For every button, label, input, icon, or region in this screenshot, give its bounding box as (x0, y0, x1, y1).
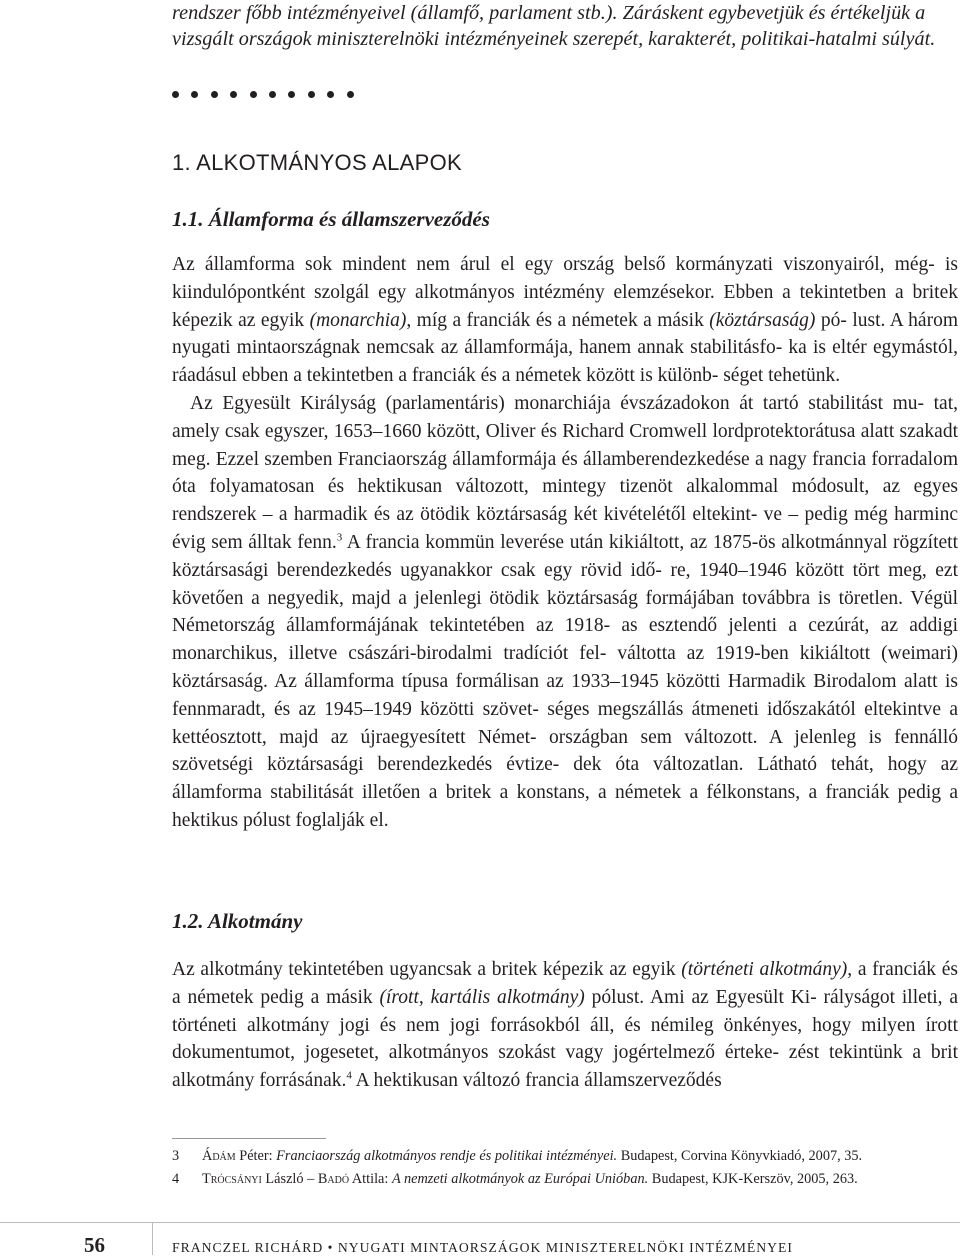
dot-separator (172, 91, 354, 98)
paragraph: Az alkotmány tekintetében ugyancsak a britek képezik az egyik (történeti alkotmány), a franciák és a németek pedig a másik (írott, kartális alkotmány) pólust. Ami az Egyesült Ki- rályságot illeti, a történeti alkotmány jogi és nem jogi forrásokból áll, és némileg önkényes, hogy milyen írott dokumentumot, jogesetet, alkotmányos szokást vagy jogértelmező érteke- zést tekintünk a brit alkotmány forrásának.$^4$ A hektikusan változó francia államszerveződés (172, 959, 959, 1092)
footnote-ref[interactable]: 3 (336, 531, 343, 544)
section-title-1-2: 1.2. Alkotmány (172, 909, 303, 933)
footnote-3: 3 Ádám Péter: Franciaország alkotmányos rendje és politikai intézményei. Budapest, Corvina Könyvkiadó, 2007, 35. (172, 1148, 863, 1164)
intro-line-1: rendszer főbb intézményeivel (államfő, parlament stb.). Záráskent egybevetjük és értékeljük a (172, 2, 926, 24)
section-1-2-body (172, 956, 958, 1095)
paragraph: Az Egyesült Királyság (parlamentáris) monarchiája évszázadokon át tartó stabilitást mu- tat, amely csak egyszer, 1653–1660 között, Oliver és Richard Cromwell lordprotektorátusa alatt szakadt meg. Ezzel szemben Franciaország államformája és államberendezkedése a nagy francia forradalom óta folyamatosan és hektikusan változott, mintegy tizenöt alkalommal módosult, az egyes rendszerek – a harmadik és az ötödik köztársaság két kivételétől eltekint- ve – pedig még harminc évig sem álltak fenn.$^3$ A francia kommün leverése után kikiáltott, az 1875-ös alkotmánnyal rögzített köztársasági berendezkedés ugyanakkor csak egy rövid idő- re, 1940–1946 között tört meg, ezt követően a negyedik, majd a jelenlegi ötödik köztársaság formájában továbbra is töretlen. Végül Németország államformájának tekintetében az 1918- as esztendő jelenti a cezúrát, az addigi monarchikus, illetve császári-birodalmi tradíciót fel- váltotta az 1919-ben kikiáltott (weimari) köztársaság. Az államforma típusa formálisan az 1933–1945 közötti Harmadik Birodalom alatt is fennmaradt, és az 1945–1949 közötti szövet- séges megszállás átmeneti időszakától eltekintve a kettéosztott, majd az újraegyesített Német- országban sem változott. A jelenleg is fennálló szövetségi köztársasági berendezkedés évtize- dek óta változatlan. Látható tehát, hogy az államforma stabilitását illetően a britek a konstans, a németek a félkonstans, a franciák pedig a hektikus pólust foglalják el. (172, 392, 959, 831)
footer-divider (152, 1222, 153, 1255)
footer-rule (0, 1222, 960, 1223)
footnote-4: 4 Trócsányi László – Badó Attila: A nemzeti alkotmányok az Európai Unióban. Budapest, KJK-Kerszöv, 2005, 263. (172, 1171, 858, 1187)
paragraph: Az államforma sok mindent nem árul el egy ország belső kormányzati viszonyairól, még- is kiindulópontként szolgál egy alkotmányos intézmény elemzésekor. Ebben a tekintetben a britek képezik az egyik (monarchia), míg a franciák és a németek a másik (köztársaság) pó- lust. A három nyugati mintaországnak nemcsak az államformája, hanem annak stabilitásfo- ka is eltér egymástól, ráadásul ebben a tekintetben a franciák és a németek között is különb- séget tehetünk. (172, 254, 958, 387)
footnotes (172, 1145, 958, 1191)
section-title-1-1: 1.1. Államforma és államszerveződés (172, 207, 490, 231)
chapter-title: 1. ALKOTMÁNYOS ALAPOK (172, 150, 462, 175)
running-head: FRANCZEL RICHÁRD • NYUGATI MINTAORSZÁGOK MINISZTERELNÖKI INTÉZMÉNYEI (172, 1240, 793, 1255)
footnote-ref[interactable]: 4 (346, 1069, 352, 1082)
section-1-1-body (172, 251, 958, 835)
intro-paragraph (172, 0, 958, 52)
intro-line-2: vizsgált országok miniszterelnöki intézményeinek szerepét, karakterét, politikai-hatalmi súlyát. (172, 28, 936, 50)
footnote-rule (172, 1138, 326, 1139)
page-number: 56 (84, 1233, 105, 1257)
